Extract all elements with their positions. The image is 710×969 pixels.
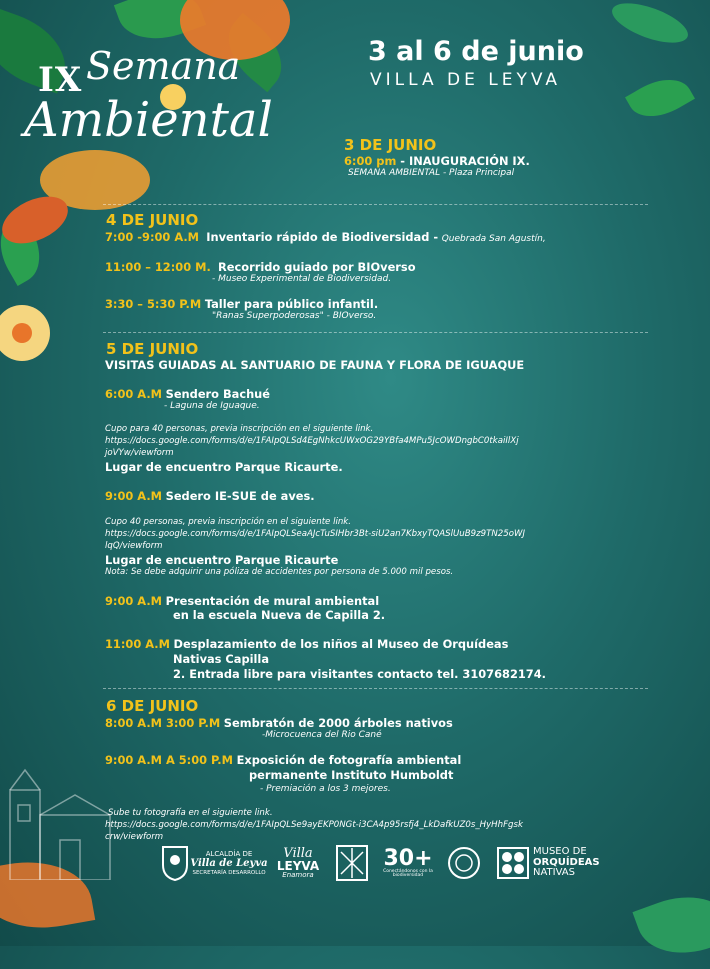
day3-event — [344, 154, 530, 168]
day6-photo-text: Sube tu fotografía en el siguiente link. — [108, 808, 273, 818]
villa-leyva-enamora-logo — [273, 842, 323, 884]
day3-heading: 3 DE JUNIO — [344, 136, 437, 154]
museo-line2: ORQUÍDEAS — [533, 856, 600, 868]
title-ambiental: Ambiental — [24, 92, 273, 148]
day5-meeting-1: Lugar de encuentro Parque Ricaurte. — [105, 460, 343, 474]
villa-tag-text: Enamora — [282, 871, 314, 879]
day5-meeting-2: Lugar de encuentro Parque Ricaurte — [105, 553, 339, 567]
flower-center-decoration — [12, 323, 32, 343]
alcaldia-top-text: ALCALDÍA DE — [205, 850, 253, 859]
edition-numeral: IX — [38, 60, 83, 100]
day4-item-2 — [105, 260, 416, 274]
day5-item-4-time: 11:00 A.M — [105, 637, 170, 651]
event-place: VILLA DE LEYVA — [370, 70, 562, 90]
day5-link-1[interactable]: https://docs.google.com/forms/d/e/1FAIpQLSd4EgNhkcUWxOG29YBfa4MPu5JcOWDngbC0tkaiIlXj — [105, 436, 519, 446]
day4-item-3-time: 3:30 – 5:30 P.M — [105, 297, 202, 311]
day5-item-4-event-line2: Nativas Capilla — [173, 652, 270, 666]
day4-item-1 — [105, 230, 546, 244]
day5-item-3 — [105, 594, 379, 608]
day5-item-1-time: 6:00 A.M — [105, 387, 162, 401]
day6-item-2-event: Exposición de fotografía ambiental — [236, 753, 462, 767]
leaf-decoration — [625, 67, 695, 128]
day6-item-1-note: -Microcuenca del Rio Cané — [262, 730, 382, 740]
alcaldia-sub-text: SECRETARÍA DESARROLLO — [192, 869, 266, 876]
day6-item-1 — [105, 716, 453, 730]
title-semana: Semana — [86, 44, 241, 88]
day5-heading: 5 DE JUNIO — [106, 340, 199, 358]
day5-item-4-event: Desplazamiento de los niños al Museo de Orquídeas — [173, 637, 509, 651]
day3-sub: SEMANA AMBIENTAL - Plaza Principal — [348, 168, 515, 178]
day4-item-3-note: "Ranas Superpoderosas" - BIOverso. — [212, 311, 377, 321]
day5-item-2-event: Sedero IE-SUE de aves. — [165, 489, 315, 503]
day5-cupo-1: Cupo para 40 personas, previa inscripción en el siguiente link. — [105, 424, 374, 434]
day3-event-text: - INAUGURACIÓN IX. — [396, 154, 530, 168]
anniversary-number — [383, 845, 433, 871]
day5-subtitle: VISITAS GUIADAS AL SANTUARIO DE FAUNA Y FLORA DE IGUAQUE — [105, 358, 525, 372]
day5-item-3-time: 9:00 A.M — [105, 594, 162, 608]
day4-item-3-event: Taller para público infantil. — [204, 297, 379, 311]
day5-cupo-2: Cupo 40 personas, previa inscripción en el siguiente link. — [105, 517, 352, 527]
day4-item-2-event: Recorrido guiado por BIOverso — [218, 260, 416, 274]
day5-link-2-cont[interactable]: lqQ/viewform — [105, 541, 163, 551]
day4-item-1-note: Quebrada San Agustín, — [441, 234, 546, 244]
day5-item-4-event-line3: 2. Entrada libre para visitantes contacto tel. 3107682174. — [173, 667, 546, 681]
hummingbird-right-decoration — [607, 0, 692, 51]
church-illustration — [0, 760, 120, 880]
villa-name-text: LEYVA — [276, 859, 320, 873]
day5-item-2-time: 9:00 A.M — [105, 489, 162, 503]
day4-item-1-event: Inventario rápido de Biodiversidad - — [206, 230, 439, 244]
day4-item-1-time: 7:00 -9:00 A.M — [105, 230, 200, 244]
day4-item-2-note: - Museo Experimental de Biodiversidad. — [212, 274, 392, 284]
museo-line1: MUSEO DE — [533, 846, 587, 858]
day5-item-1-note: - Laguna de Iguaque. — [164, 401, 260, 411]
day4-heading: 4 DE JUNIO — [106, 211, 199, 229]
day4-item-2-time: 11:00 – 12:00 M. — [105, 260, 211, 274]
day5-link-1-cont[interactable]: joVYw/viewform — [105, 448, 174, 458]
leaf-decoration — [632, 881, 710, 968]
geometric-emblem-logo — [335, 842, 369, 884]
day5-item-3-event: Presentación de mural ambiental — [165, 594, 380, 608]
day6-item-2-event-line2: permanente Instituto Humboldt — [249, 768, 454, 782]
day6-photo-link-cont[interactable]: crw/viewform — [105, 832, 164, 842]
anniversary-sub-text: Conectándonos con la biodiversidad — [383, 868, 433, 878]
plus-icon: + — [414, 845, 433, 871]
anniversary-digits: 30 — [383, 845, 415, 871]
museo-line3: NATIVAS — [533, 867, 575, 879]
day6-item-1-event: Sembratón de 2000 árboles nativos — [223, 716, 453, 730]
day6-photo-link[interactable]: https://docs.google.com/forms/d/e/1FAIpQLSe9ayEKP0NGt-i3CA4p95rsfj4_LkDafkUZ0s_HyHhFgsk — [105, 820, 523, 830]
divider — [103, 688, 648, 689]
alcaldia-shield-logo — [160, 842, 190, 884]
alcaldia-logo — [190, 842, 268, 884]
divider — [103, 204, 648, 205]
day5-nota: Nota: Se debe adquirir una póliza de accidentes por persona de 5.000 mil pesos. — [105, 567, 454, 577]
day5-item-1 — [105, 387, 270, 401]
alcaldia-name-text: Villa de Leyva — [190, 858, 268, 870]
day3-time: 6:00 pm — [344, 154, 397, 168]
day6-item-1-time: 8:00 A.M 3:00 P.M — [105, 716, 221, 730]
day5-link-2[interactable]: https://docs.google.com/forms/d/e/1FAIpQLSeaAJcTuSIHbr3Bt-siU2an7KbxyTQASlUuB9z9TN25oWJ — [105, 529, 525, 539]
day5-item-3-event-line2: en la escuela Nueva de Capilla 2. — [173, 608, 386, 622]
event-dates: 3 al 6 de junio — [368, 36, 584, 67]
divider — [103, 332, 648, 333]
day4-item-3 — [105, 297, 378, 311]
orchid-icon — [495, 842, 531, 884]
day6-item-2-time: 9:00 A.M A 5:00 P.M — [105, 753, 233, 767]
day6-item-2 — [105, 753, 461, 767]
circular-seal-logo — [447, 842, 481, 884]
museo-orquideas-logo — [533, 842, 611, 884]
anniversary-logo — [380, 842, 436, 884]
day5-item-1-event: Sendero Bachué — [165, 387, 271, 401]
day6-item-2-note: - Premiación a los 3 mejores. — [260, 784, 391, 794]
day5-item-4 — [105, 637, 508, 651]
day5-item-2 — [105, 489, 315, 503]
villa-script-text: Villa — [283, 846, 313, 861]
day6-heading: 6 DE JUNIO — [106, 697, 199, 715]
